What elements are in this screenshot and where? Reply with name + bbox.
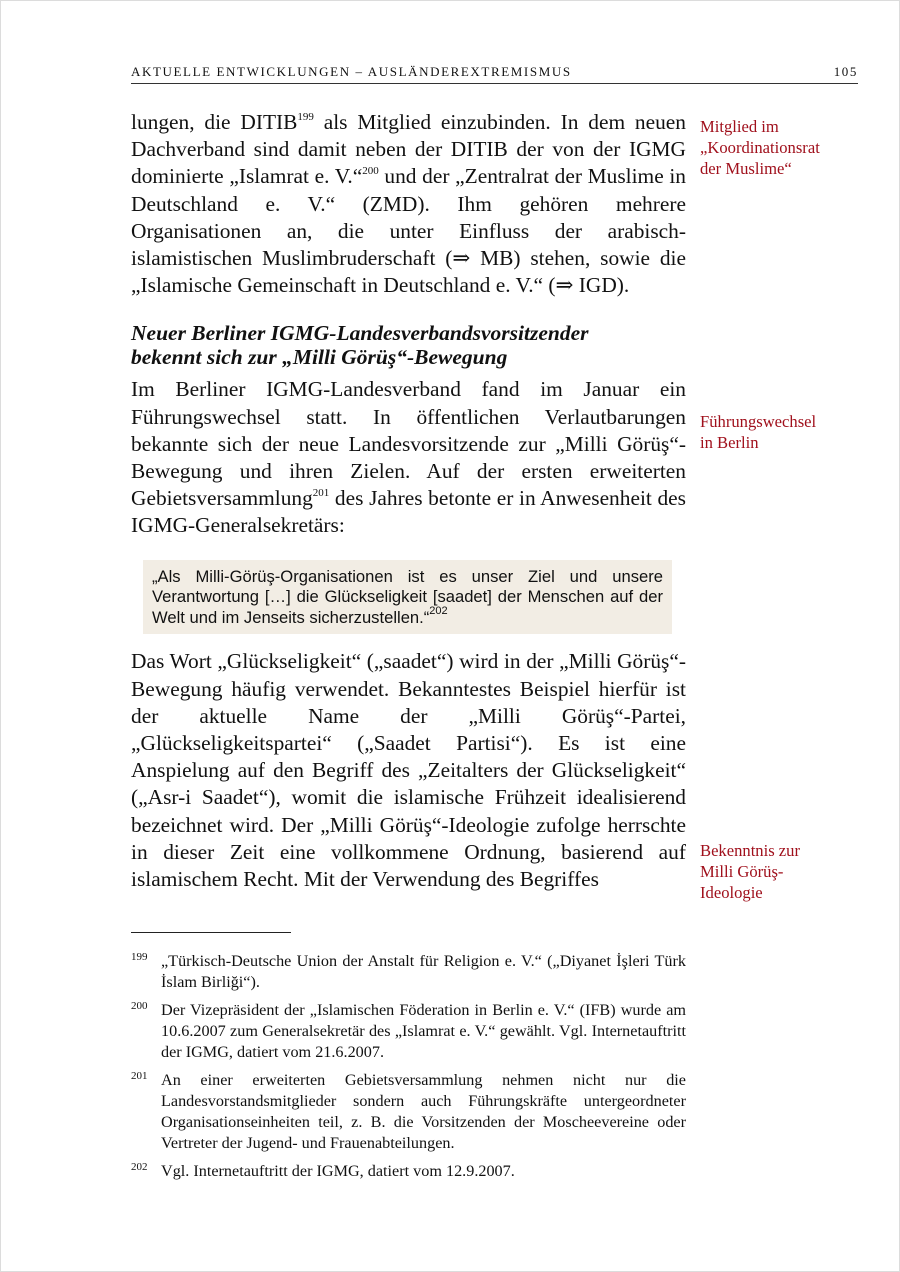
section-heading-line-2: bekennt sich zur „Milli Görüş“-Bewegung [131,345,508,370]
margin-note-line: in Berlin [700,433,759,452]
footnote-202 [131,1161,686,1182]
footnote-text: „Türkisch-Deutsche Union der Anstalt für Religion e. V.“ („Diyanet İşleri Türk İslam Birliği“). [161,952,686,991]
footnote-ref-201: 201 [312,487,330,500]
footnote-201 [131,1070,686,1154]
margin-note-line: Bekenntnis zur [700,841,801,860]
margin-note-bekenntnis [700,840,850,903]
footnote-text: An einer erweiterten Gebietsversammlung nehmen nicht nur die Landesvorstandsmitglieder sondern auch Führungskräfte untergeordneter Organisationseinheiten teil, z. B. die Vorsitzenden der Moscheevereine oder Vertreter der Jugend- und Frauenabteilungen. [161,1071,686,1152]
main-text [131,109,686,893]
footnote-ref-200: 200 [362,165,379,178]
paragraph-2-text-b: des Jahres betonte er in Anwesenheit des IGMG-Generalsekretärs: [131,486,686,538]
block-quote [143,560,672,635]
section-heading-line-1: Neuer Berliner IGMG-Landesverbandsvorsitzender [131,321,589,346]
margin-note-line: Milli Görüş- [700,862,784,881]
margin-note-koordinationsrat [700,116,850,179]
footnote-number: 201 [131,1070,148,1082]
footnote-divider [131,932,291,933]
margin-note-line: der Muslime“ [700,159,792,178]
running-header [131,64,858,84]
section-heading [131,321,686,369]
margin-note-line: Ideologie [700,883,763,902]
paragraph-1-text-c: und der „Zentralrat der Muslime in Deutschland e. V.“ (ZMD). Ihm gehören mehrere Organisationen an, die unter Einfluss der arabisch-islamistischen Muslimbruderschaft (⇒ MB) stehen, sowie die „Islamische Gemeinschaft in Deutschland e. V.“ (⇒ IGD). [131,164,686,298]
paragraph-1-text-b: als Mitglied einzubinden. In dem neuen Dachverband sind damit neben der DITIB der von der IGMG dominierte „Islamrat e. V.“ [131,110,686,189]
footnote-200 [131,1000,686,1063]
paragraph-1-text-a: lungen, die DITIB [131,110,298,134]
footnote-text: Vgl. Internetauftritt der IGMG, datiert vom 12.9.2007. [161,1162,515,1180]
paragraph-2 [131,376,686,539]
quote-text: „Als Milli-Görüş-Organisationen ist es unser Ziel und unsere Verantwortung […] die Glückseligkeit [saadet] der Menschen auf der Welt und im Jenseits sicherzustellen.“ [152,566,663,627]
paragraph-1 [131,109,686,299]
footnote-number: 199 [131,951,148,963]
footnotes [131,951,686,1189]
margin-note-fuehrungswechsel [700,411,850,453]
margin-note-line: „Koordinationsrat [700,138,820,157]
footnote-199 [131,951,686,993]
margin-note-line: Mitglied im [700,117,779,136]
footnote-text: Der Vizepräsident der „Islamischen Föderation in Berlin e. V.“ (IFB) wurde am 10.6.2007 zum Generalsekretär des „Islamrat e. V.“ gewählt. Vgl. Internetauftritt der IGMG, datiert vom 21.6.2007. [161,1001,686,1061]
paragraph-3: Das Wort „Glückseligkeit“ („saadet“) wird in der „Milli Görüş“-Bewegung häufig verwendet. Bekanntestes Beispiel hierfür ist der aktuelle Name der „Milli Görüş“-Partei, „Glückseligkeitspartei“ („Saadet Partisi“). Es ist eine Anspielung auf den Begriff des „Zeitalters der Glückseligkeit“ („Asr-i Saadet“), womit die islamische Frühzeit idealisierend bezeichnet wird. Der „Milli Görüş“-Ideologie zufolge herrschte in dieser Zeit eine vollkommene Ordnung, basierend auf islamischem Recht. Mit der Verwendung des Begriffes [131,649,686,892]
footnote-ref-199: 199 [297,111,314,123]
footnote-number: 200 [131,1000,148,1012]
margin-note-line: Führungswechsel [700,412,817,431]
footnote-ref-202: 202 [429,604,448,617]
paragraph-2-text-a: Im Berliner IGMG-Landesverband fand im Januar ein Führungswechsel statt. In öffentlichen Verlautbarungen bekannte sich der neue Landesvorsitzende zur „Milli Görüş“-Bewegung und ihren Zielen. Auf der ersten erweiterten Gebietsversammlung [131,377,686,511]
footnote-number: 202 [131,1161,148,1173]
page-number: 105 [833,64,858,79]
header-title: AKTUELLE ENTWICKLUNGEN – AUSLÄNDEREXTREMISMUS [131,64,572,79]
